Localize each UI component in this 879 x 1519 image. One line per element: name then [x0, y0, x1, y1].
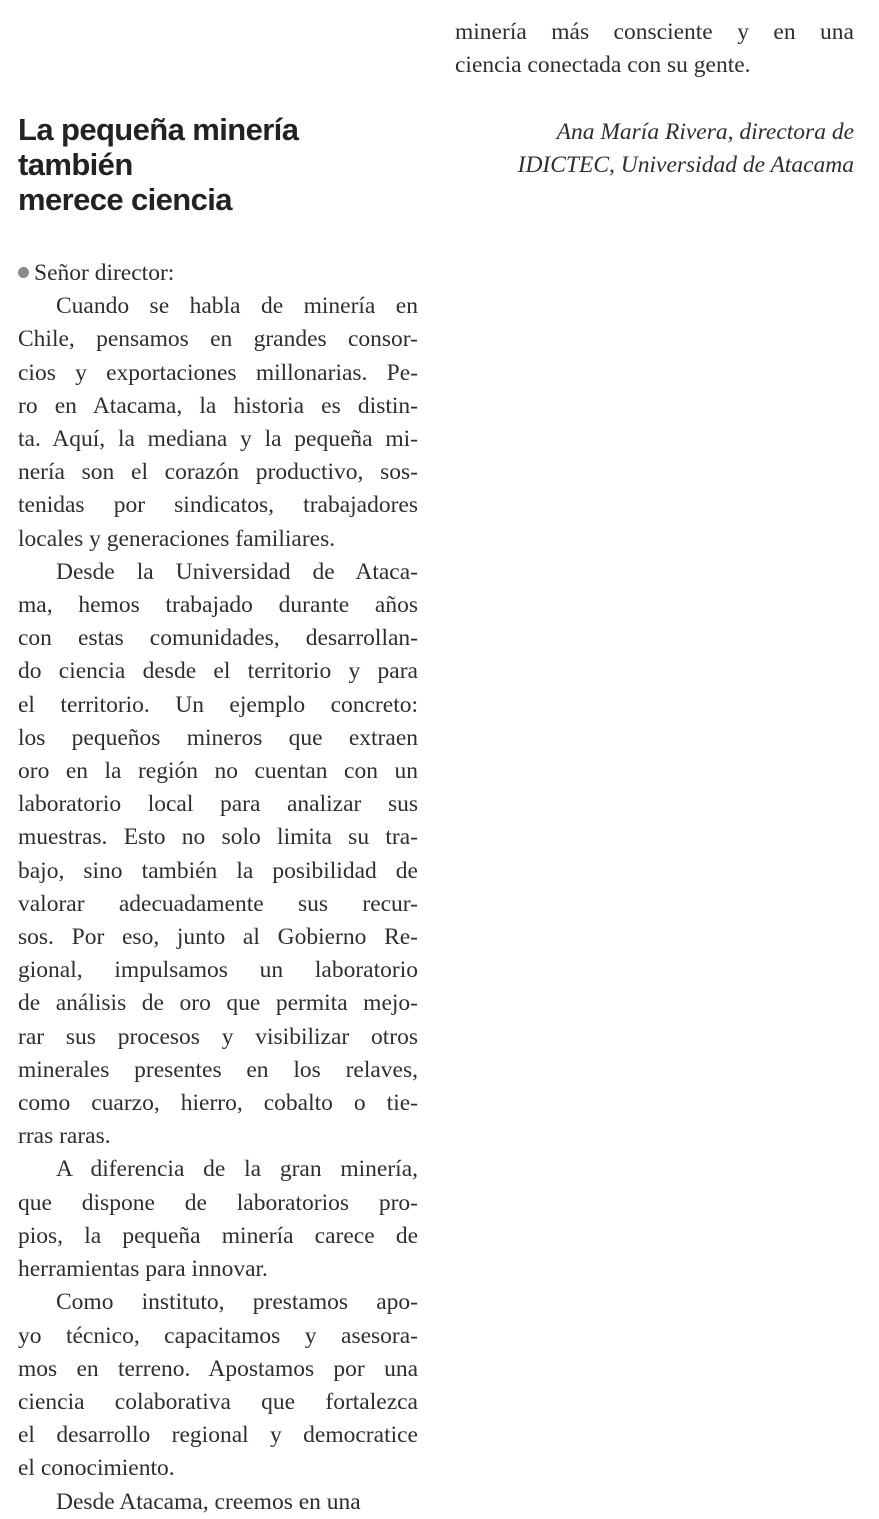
body-paragraph — [18, 290, 418, 556]
body-line: herramientas para innovar. — [18, 1256, 268, 1283]
body-line: laboratorio local para analizar sus — [18, 791, 418, 818]
body-line: minerales presentes en los relaves, — [18, 1056, 418, 1083]
signature — [455, 116, 854, 182]
body-line: rar sus procesos y visibilizar otros — [18, 1023, 418, 1050]
body-paragraph — [18, 1153, 418, 1286]
continuation-line: minería más consciente y en una — [455, 19, 854, 45]
body-line: bajo, sino también la posibilidad de — [18, 857, 418, 884]
headline-line-1: La pequeña minería también — [18, 112, 299, 182]
body-line: de análisis de oro que permita mejo- — [18, 990, 418, 1017]
body-line: locales y generaciones familiares. — [18, 525, 336, 552]
body-line: valorar adecuadamente sus recur- — [18, 890, 418, 917]
body-line: los pequeños mineros que extraen — [18, 724, 418, 751]
body-line: Desde la Universidad de Ataca- — [56, 558, 418, 585]
body-line: con estas comunidades, desarrollan- — [18, 625, 418, 652]
body-line: gional, impulsamos un laboratorio — [18, 957, 418, 984]
signature-line-2: IDICTEC, Universidad de Atacama — [517, 152, 854, 179]
letter-headline — [18, 112, 418, 217]
body-line: Como instituto, prestamos apo- — [56, 1289, 418, 1316]
body-line: como cuarzo, hierro, cobalto o tie- — [18, 1090, 418, 1117]
body-line: el territorio. Un ejemplo concreto: — [18, 691, 418, 718]
body-line: nería son el corazón productivo, sos- — [18, 459, 418, 486]
salutation-text: Señor director: — [34, 260, 175, 286]
body-line: ciencia colaborativa que fortalezca — [18, 1388, 418, 1415]
body-line: ta. Aquí, la mediana y la pequeña mi- — [18, 426, 418, 453]
body-line: mos en terreno. Apostamos por una — [18, 1355, 418, 1382]
body-line: ma, hemos trabajado durante años — [18, 592, 418, 619]
body-line: el desarrollo regional y democratice — [18, 1422, 418, 1449]
left-column — [18, 112, 418, 1519]
body-line: yo técnico, capacitamos y asesora- — [18, 1322, 418, 1349]
body-line: do ciencia desde el territorio y para — [18, 658, 418, 685]
body-paragraph — [18, 1486, 418, 1519]
headline-line-2: merece ciencia — [18, 182, 232, 217]
body-line: el conocimiento. — [18, 1455, 175, 1482]
letter-body — [18, 290, 418, 1519]
bullet-icon — [18, 267, 29, 278]
body-line: Chile, pensamos en grandes consor- — [18, 326, 418, 353]
body-line: sos. Por eso, junto al Gobierno Re- — [18, 924, 418, 951]
continuation-line: ciencia conectada con su gente. — [455, 52, 751, 79]
body-line: A diferencia de la gran minería, — [56, 1156, 418, 1183]
body-paragraph — [18, 556, 418, 1154]
body-line: Desde Atacama, creemos en una — [56, 1488, 361, 1515]
body-paragraph — [18, 1286, 418, 1485]
body-line: que dispone de laboratorios pro- — [18, 1189, 418, 1216]
salutation — [18, 257, 418, 290]
body-line: rras raras. — [18, 1123, 111, 1150]
body-line: tenidas por sindicatos, trabajadores — [18, 492, 418, 519]
signature-line-1: Ana María Rivera, directora de — [556, 119, 854, 145]
continuation-text — [455, 16, 854, 82]
body-line: ro en Atacama, la historia es distin- — [18, 392, 418, 419]
body-line: Cuando se habla de minería en — [56, 293, 418, 320]
body-line: cios y exportaciones millonarias. Pe- — [18, 359, 418, 386]
right-column — [455, 16, 854, 82]
body-line: muestras. Esto no solo limita su tra- — [18, 824, 418, 851]
body-line: oro en la región no cuentan con un — [18, 758, 418, 785]
body-line: pios, la pequeña minería carece de — [18, 1222, 418, 1249]
